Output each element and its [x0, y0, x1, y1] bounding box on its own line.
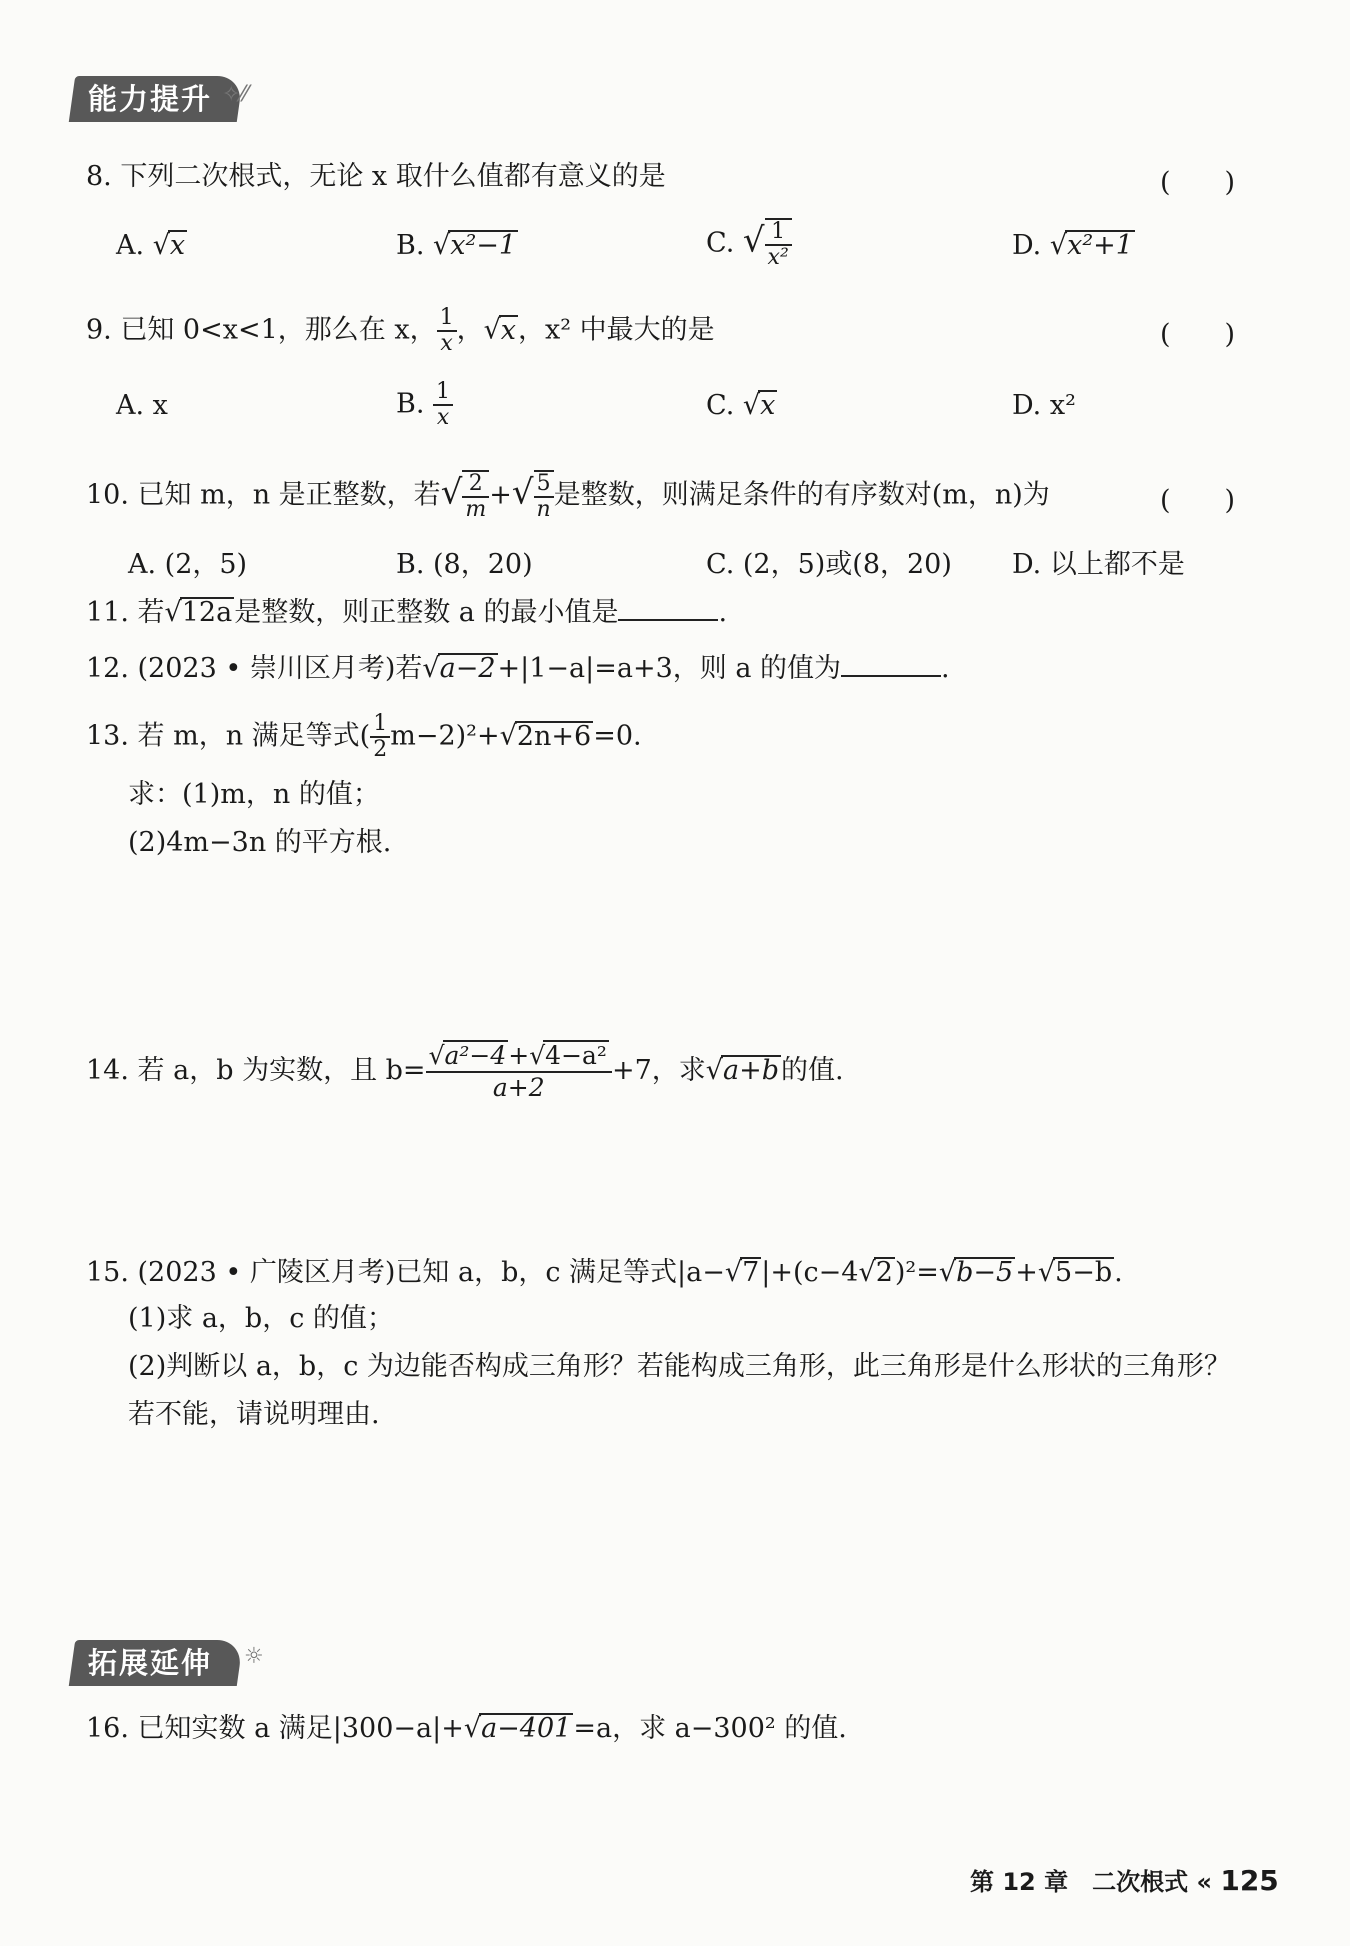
page-number: 125 — [1220, 1864, 1279, 1897]
section-banner-ability — [69, 76, 243, 122]
option-d: D. 以上都不是 — [1012, 549, 1185, 580]
page-footer — [970, 1862, 1279, 1897]
question-15-stem: 15. (2023 • 广陵区月考)已知 a，b，c 满足等式|a−√7|+(c−4√2)²=√b−5+√5−b. — [86, 1257, 1123, 1288]
option-d: D. √x²+1 — [1012, 230, 1133, 261]
option-d: D. x² — [1012, 390, 1076, 421]
question-10-stem: 10. 已知 m，n 是正整数，若√ $\frac{2}{m}$ +√ $\frac{5}{n}$ 是整数，则满足条件的有序数对(m，n)为 — [86, 471, 1050, 522]
answer-paren: ( ) — [1160, 485, 1236, 516]
answer-blank[interactable] — [618, 597, 718, 621]
option-c: C. √ $\frac{1}{\text{x²}}$ — [706, 218, 792, 270]
chapter-title: 第 12 章 二次根式 — [970, 1868, 1189, 1896]
double-chevron-left-icon: « — [1196, 1868, 1212, 1896]
question-14-stem: 14. 若 a，b 为实数，且 b= $\frac{\text{√a²−4+√4−a²}}{a+2}$ +7，求√a+b的值. — [86, 1041, 844, 1102]
section-title: 拓展延伸 — [88, 1646, 213, 1680]
question-13-part-1: 求：(1)m，n 的值； — [128, 779, 380, 810]
answer-blank[interactable] — [841, 653, 941, 677]
option-b: B. √x²−1 — [396, 230, 517, 261]
section-banner-extension — [69, 1640, 243, 1686]
question-11-stem: 11. 若√12a是整数，则正整数 a 的最小值是 . — [86, 597, 728, 628]
question-13-part-2: (2)4m−3n 的平方根. — [128, 827, 392, 858]
sparkle-icon: ✧⁄⁄ — [222, 82, 248, 107]
answer-paren: ( ) — [1160, 167, 1236, 198]
answer-paren: ( ) — [1160, 319, 1236, 350]
question-8-stem: 8. 下列二次根式，无论 x 取什么值都有意义的是 — [86, 161, 666, 192]
section-title: 能力提升 — [88, 82, 213, 116]
option-a: A. x — [116, 390, 168, 421]
option-c: C. √x — [706, 390, 776, 421]
option-a: A. √x — [116, 230, 186, 261]
option-c: C. (2，5)或(8，20) — [706, 549, 952, 580]
question-16-stem: 16. 已知实数 a 满足|300−a|+√a−401=a，求 a−300² 的值. — [86, 1713, 847, 1744]
question-9-stem: 9. 已知 0<x<1，那么在 x， $\frac{1}{x}$ ，√x，x² 中最大的是 — [86, 305, 715, 356]
question-13-stem: 13. 若 m，n 满足等式( $\frac{1}{2}$ m−2)²+√2n+6=0. — [86, 711, 642, 762]
option-a: A. (2，5) — [128, 549, 248, 580]
question-15-part-3: 若不能，请说明理由. — [128, 1399, 380, 1430]
question-15-part-2: (2)判断以 a，b，c 为边能否构成三角形？若能构成三角形，此三角形是什么形状的三角形？ — [128, 1351, 1231, 1382]
option-b: B. (8，20) — [396, 549, 533, 580]
option-b: B. $\frac{1}{x}$ — [396, 380, 453, 430]
question-12-stem: 12. (2023 • 崇川区月考)若√a−2+|1−a|=a+3，则 a 的值为 . — [86, 653, 950, 684]
lightbulb-icon: ☼ — [244, 1644, 264, 1669]
question-15-part-1: (1)求 a，b，c 的值； — [128, 1303, 394, 1334]
